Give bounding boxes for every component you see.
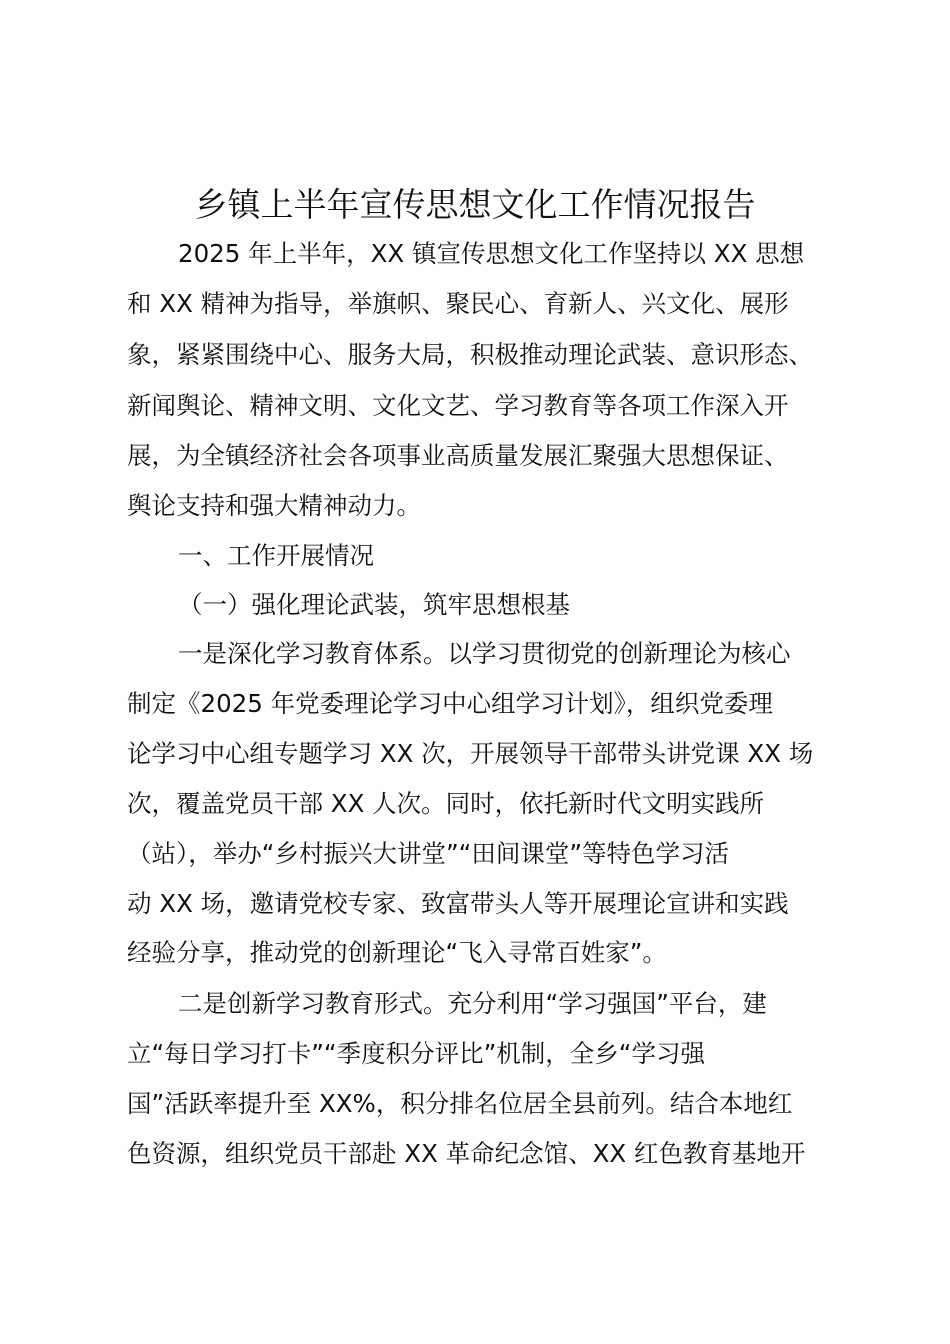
paragraph-line: 动 XX 场，邀请党校专家、致富带头人等开展理论宣讲和实践 (127, 889, 789, 918)
paragraph-line: 和 XX 精神为指导，举旗帜、聚民心、育新人、兴文化、展形 (127, 289, 789, 318)
document-title: 乡镇上半年宣传思想文化工作情况报告 (194, 185, 756, 224)
paragraph-line: 象，紧紧围绕中心、服务大局，积极推动理论武装、意识形态、 (127, 340, 813, 369)
paragraph-line: 新闻舆论、精神文明、文化文艺、学习教育等各项工作深入开 (127, 391, 789, 420)
paragraph-line: 次，覆盖党员干部 XX 人次。同时，依托新时代文明实践所 (127, 789, 765, 818)
paragraph-line: 国”活跃率提升至 XX%，积分排名位居全县前列。结合本地红 (127, 1089, 793, 1118)
paragraph-line: 二是创新学习教育形式。充分利用“学习强国”平台，建 (178, 989, 767, 1018)
paragraph-line: 色资源，组织党员干部赴 XX 革命纪念馆、XX 红色教育基地开 (127, 1139, 806, 1168)
section-heading: 一、工作开展情况 (178, 541, 374, 570)
paragraph-line: 经验分享，推动党的创新理论“飞入寻常百姓家”。 (127, 938, 667, 967)
paragraph-line: 立“每日学习打卡”“季度积分评比”机制，全乡“学习强 (127, 1039, 705, 1068)
paragraph-line: 制定《2025 年党委理论学习中心组学习计划》，组织党委理 (127, 689, 773, 718)
paragraph-line: 舆论支持和强大精神动力。 (127, 491, 421, 520)
paragraph-line: 论学习中心组专题学习 XX 次，开展领导干部带头讲党课 XX 场 (127, 739, 814, 768)
subsection-heading: （一）强化理论武装，筑牢思想根基 (178, 590, 570, 619)
paragraph-line: 一是深化学习教育体系。以学习贯彻党的创新理论为核心 (178, 639, 791, 668)
paragraph-line: 展，为全镇经济社会各项事业高质量发展汇聚强大思想保证、 (127, 441, 789, 470)
paragraph-line: （站），举办“乡村振兴大讲堂”“田间课堂”等特色学习活 (127, 839, 730, 868)
paragraph-line: 2025 年上半年，XX 镇宣传思想文化工作坚持以 XX 思想 (178, 239, 805, 268)
